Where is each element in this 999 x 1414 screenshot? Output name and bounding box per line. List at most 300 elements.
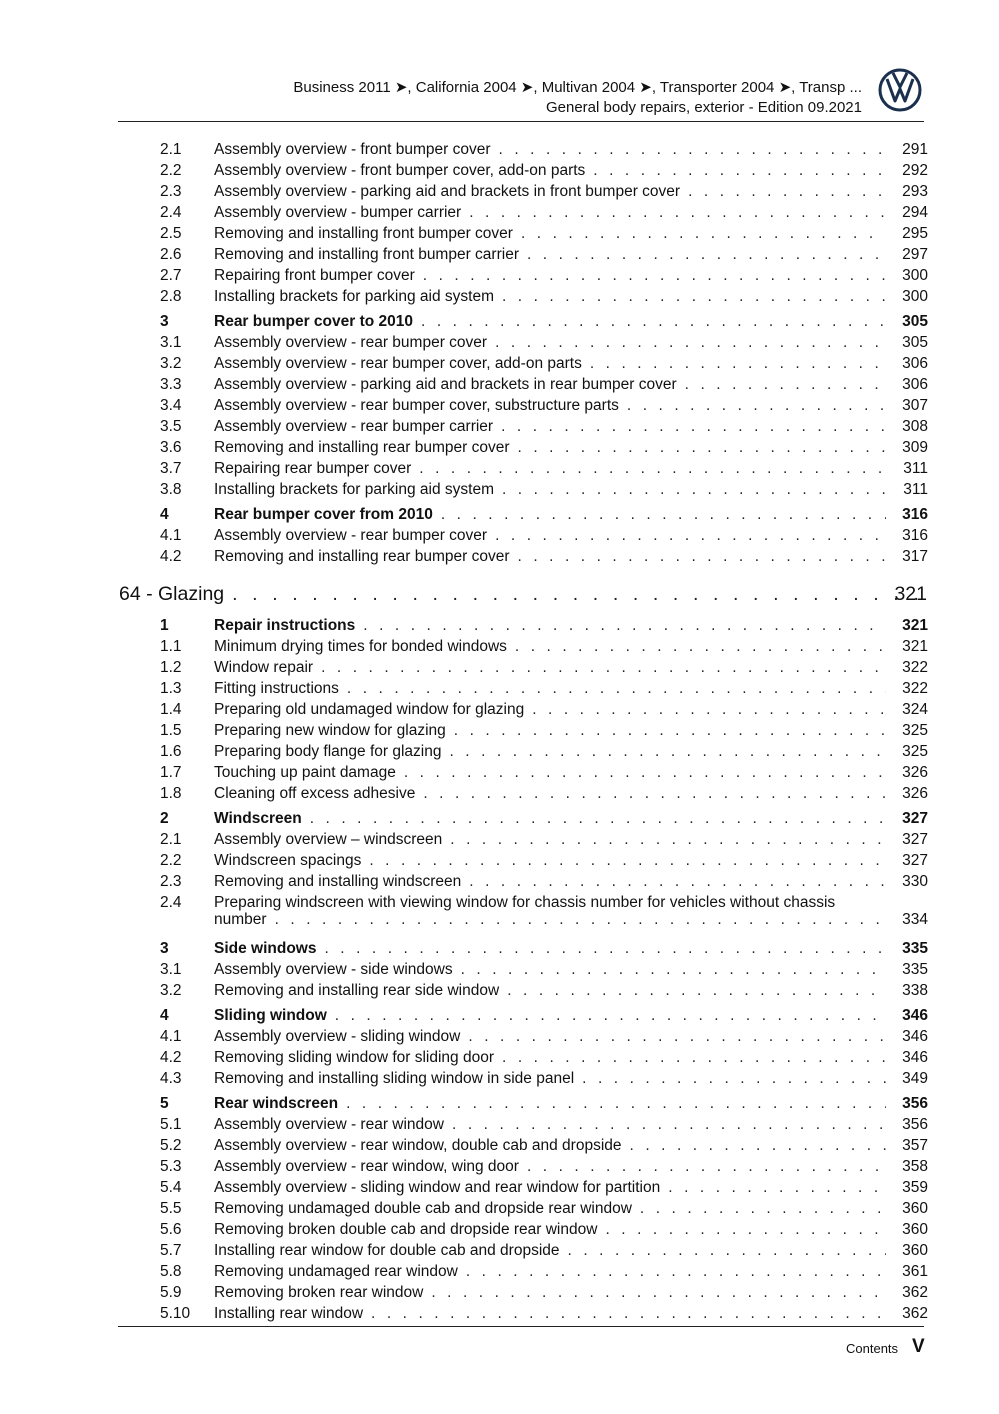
toc-entry-number: 3.3 [160,376,182,393]
toc-entry-page: 360 [902,1221,928,1238]
toc-entry-title: Installing brackets for parking aid system [214,481,494,498]
toc-entry[interactable] [0,871,999,892]
toc-entry[interactable] [0,699,999,720]
toc-entry-number: 2.3 [160,183,182,200]
toc-entry-title-wrap [214,374,886,395]
page-header [120,78,862,118]
dot-leader [518,437,886,458]
toc-entry-title-wrap [214,1156,886,1177]
toc-entry-title-wrap [214,353,886,374]
toc-entry-title-wrap [214,657,886,678]
toc-entry[interactable] [0,525,999,546]
toc-entry[interactable] [0,139,999,160]
toc-entry-title: Removing and installing sliding window in side panel [214,1070,575,1087]
toc-entry-title-wrap [214,1093,886,1114]
dot-leader [640,1198,886,1219]
toc-entry-title: Assembly overview - rear window, wing door [214,1158,519,1175]
toc-entry-number: 2.1 [160,141,182,158]
toc-entry-title-wrap [214,808,886,829]
toc-entry-page: 309 [902,439,928,456]
toc-entry-number: 3.6 [160,439,182,456]
toc-entry-title-wrap [214,741,886,762]
dot-leader [321,657,886,678]
toc-entry-number: 3 [160,313,169,330]
dot-leader [515,636,886,657]
dot-leader [605,1219,886,1240]
toc-entry[interactable] [0,1177,999,1198]
toc-entry-number: 5.4 [160,1179,182,1196]
toc-entry-title-wrap [214,1177,886,1198]
toc-entry[interactable] [0,1135,999,1156]
dot-leader [685,374,886,395]
dot-leader [507,980,886,1001]
dot-leader [688,181,886,202]
toc-entry-page: 362 [902,1305,928,1322]
toc-chapter-title: 64 - Glazing [119,583,225,605]
dot-leader [404,762,886,783]
toc-entry-title: Windscreen [214,810,302,827]
toc-entry-page: 311 [903,481,928,498]
toc-entry-number: 3.8 [160,481,182,498]
dot-leader [369,850,886,871]
toc-entry-title: Assembly overview - parking aid and brackets in rear bumper cover [214,376,677,393]
toc-entry-page: 317 [902,548,928,565]
header-line-1: Business 2011 ➤, California 2004 ➤, Multivan 2004 ➤, Transporter 2004 ➤, Transp ... [293,79,862,96]
toc-entry-number: 3.4 [160,397,182,414]
toc-entry-title: Rear bumper cover to 2010 [214,313,414,330]
toc-section-heading[interactable] [0,808,999,829]
toc-entry-number: 5.1 [160,1116,182,1133]
toc-entry[interactable] [0,850,999,871]
toc-entry-page: 316 [902,506,928,523]
toc-section-heading[interactable] [0,1005,999,1026]
toc-entry-page: 291 [902,141,928,158]
toc-entry-page: 327 [902,852,928,869]
toc-section-heading[interactable] [0,504,999,525]
toc-entry-title-wrap [214,332,886,353]
toc-entry-title-wrap [214,1303,886,1324]
toc-entry-title: Assembly overview - rear window, double cab and dropside [214,1137,622,1154]
toc-entry-page: 356 [902,1116,928,1133]
toc-entry[interactable] [0,892,999,930]
dot-leader [423,783,886,804]
dot-leader [593,160,886,181]
toc-entry[interactable] [0,1156,999,1177]
toc-section-heading[interactable] [0,1093,999,1114]
toc-entry-number: 4 [160,506,169,523]
toc-entry[interactable] [0,395,999,416]
toc-entry-title: Repairing front bumper cover [214,267,415,284]
toc-entry-title-line1: Preparing windscreen with viewing window for chassis number for vehicles without chassis [214,894,836,911]
toc-entry-title: Touching up paint damage [214,764,396,781]
toc-entry[interactable] [0,783,999,804]
toc-entry-page: 330 [902,873,928,890]
toc-entry-number: 5.9 [160,1284,182,1301]
toc-entry-number: 5.5 [160,1200,182,1217]
toc-entry-page: 294 [902,204,928,221]
toc-entry-page: 360 [902,1242,928,1259]
dot-leader [449,741,886,762]
toc-entry-title-wrap [214,783,886,804]
toc-entry-title: Assembly overview – windscreen [214,831,443,848]
toc-entry-title: Cleaning off excess adhesive [214,785,416,802]
toc-entry-title: Window repair [214,659,314,676]
toc-entry[interactable] [0,286,999,307]
toc-entry[interactable] [0,223,999,244]
toc-entry-page: 325 [902,743,928,760]
toc-entry-title: Removing and installing front bumper cover [214,225,513,242]
toc-chapter-page: 321 [894,583,927,605]
dot-leader [441,504,886,525]
toc-entry[interactable] [0,1047,999,1068]
toc-entry-number: 2.2 [160,852,182,869]
toc-entry-page: 346 [902,1028,928,1045]
dot-leader [324,938,886,959]
toc-entry[interactable] [0,202,999,223]
toc-entry[interactable] [0,741,999,762]
toc-entry-page: 360 [902,1200,928,1217]
toc-entry-title: Assembly overview - bumper carrier [214,204,462,221]
toc-entry-title: Repair instructions [214,617,356,634]
toc-entry-title-wrap [214,311,886,332]
toc-entry-page: 356 [902,1095,928,1112]
toc-entry[interactable] [0,1303,999,1324]
toc-entry[interactable] [0,1282,999,1303]
toc-entry-page: 300 [902,288,928,305]
toc-entry-number: 1.7 [160,764,182,781]
toc-entry-number: 2.1 [160,831,182,848]
toc-entry-title-wrap [214,546,886,567]
toc-entry[interactable] [0,265,999,286]
toc-entry-title: Removing broken double cab and dropside rear window [214,1221,598,1238]
toc-entry-title: Preparing body flange for glazing [214,743,442,760]
footer-page-number: V [912,1336,925,1357]
dot-leader [335,1005,886,1026]
toc-entry-title: Removing undamaged double cab and dropside rear window [214,1200,632,1217]
toc-entry-page: 321 [902,617,928,634]
toc-entry-title-wrap [214,720,886,741]
toc-entry[interactable] [0,1240,999,1261]
toc-entry-title: Removing undamaged rear window [214,1263,458,1280]
toc-entry-number: 2.3 [160,873,182,890]
dot-leader [532,699,886,720]
toc-entry-number: 5.3 [160,1158,182,1175]
toc-entry-page: 321 [902,638,928,655]
toc-entry-title-wrap [214,1114,886,1135]
toc-entry-number: 1.5 [160,722,182,739]
toc-entry-title-wrap [214,762,886,783]
toc-entry-number: 1.2 [160,659,182,676]
toc-entry-number: 1.3 [160,680,182,697]
toc-entry-page: 305 [902,334,928,351]
toc-entry-title-wrap [214,1198,886,1219]
dot-leader [347,678,886,699]
toc-entry-title: Assembly overview - rear bumper cover [214,527,488,544]
toc-entry-title: Preparing new window for glazing [214,722,446,739]
dot-leader [527,244,886,265]
toc-entry-page: 327 [902,810,928,827]
toc-entry-page: 362 [902,1284,928,1301]
toc-entry-page: 293 [902,183,928,200]
toc-entry[interactable] [0,332,999,353]
toc-entry[interactable] [0,829,999,850]
toc-entry-title: Assembly overview - rear bumper cover, substructure parts [214,397,619,414]
toc-entry[interactable] [0,437,999,458]
toc-entry-title-wrap [214,223,886,244]
toc-entry-title: Assembly overview - rear bumper carrier [214,418,494,435]
toc-entry-number: 5.7 [160,1242,182,1259]
toc-entry-title: Assembly overview - rear bumper cover, add-on parts [214,355,582,372]
toc-entry-title-wrap [119,581,927,607]
toc-entry-title-wrap [214,1240,886,1261]
toc-entry-title-wrap [214,1261,886,1282]
dot-leader [469,871,886,892]
toc-entry-page: 306 [902,355,928,372]
toc-entry-title: Removing and installing rear side window [214,982,500,999]
toc-section-heading[interactable] [0,938,999,959]
toc-entry[interactable] [0,762,999,783]
dot-leader [423,265,886,286]
toc-entry-page: 346 [902,1007,928,1024]
toc-entry-title: Repairing rear bumper cover [214,460,412,477]
toc-entry-title-wrap [214,525,886,546]
toc-entry-title-wrap [214,1282,886,1303]
toc-entry-title: Assembly overview - rear bumper cover [214,334,488,351]
header-line-2: General body repairs, exterior - Edition 09.2021 [545,99,862,116]
toc-entry-title-wrap [214,202,886,223]
toc-entry-title: Rear bumper cover from 2010 [214,506,433,523]
toc-entry-title-wrap [214,615,886,636]
toc-entry-page: 335 [902,940,928,957]
toc-entry-number: 4.2 [160,548,182,565]
toc-entry-title-wrap [214,1068,886,1089]
dot-leader [668,1177,886,1198]
toc-entry[interactable] [0,678,999,699]
toc-entry-title-wrap [214,980,886,1001]
dot-leader [495,332,886,353]
toc-entry-page: 327 [902,831,928,848]
toc-entry-number: 1.1 [160,638,182,655]
toc-entry-page: 338 [902,982,928,999]
toc-entry-title: number [214,911,267,928]
dot-leader [527,1156,886,1177]
footer-section-label: Contents [846,1341,899,1356]
toc-entry-title: Removing broken rear window [214,1284,424,1301]
toc-section-heading[interactable] [0,615,999,636]
toc-entry-number: 4.3 [160,1070,182,1087]
toc-entry-number: 5.2 [160,1137,182,1154]
toc-entry-number: 1.4 [160,701,182,718]
toc-entry-number: 2.4 [160,204,182,221]
dot-leader [468,1026,886,1047]
dot-leader [469,202,886,223]
toc-entry[interactable] [0,244,999,265]
toc-entry-page: 349 [902,1070,928,1087]
toc-entry[interactable] [0,479,999,500]
toc-entry-title-wrap [214,437,886,458]
header-divider [118,121,924,122]
dot-leader [501,416,886,437]
toc-entry-number: 4.2 [160,1049,182,1066]
toc-entry-number: 1.8 [160,785,182,802]
dot-leader [310,808,886,829]
toc-entry-title: Removing and installing front bumper carrier [214,246,519,263]
dot-leader [502,479,886,500]
toc-entry-number: 1 [160,617,169,634]
dot-leader [499,139,886,160]
toc-entry-title-wrap [214,1219,886,1240]
toc-entry-title-wrap [214,636,886,657]
toc-entry-page: 325 [902,722,928,739]
toc-entry[interactable] [0,980,999,1001]
dot-leader [421,311,886,332]
toc-entry-title-wrap [214,938,886,959]
toc-entry[interactable] [0,720,999,741]
toc-entry[interactable] [0,959,999,980]
toc-entry-title: Installing rear window for double cab and dropside [214,1242,560,1259]
toc-entry-title-wrap [214,1005,886,1026]
dot-leader [521,223,886,244]
toc-entry[interactable] [0,1068,999,1089]
toc-entry-title: Rear windscreen [214,1095,339,1112]
toc-entry-title-wrap [214,1026,886,1047]
toc-entry[interactable] [0,353,999,374]
toc-entry-number: 3 [160,940,169,957]
toc-entry[interactable] [0,657,999,678]
toc-entry-page: 308 [902,418,928,435]
toc-entry-page: 326 [902,785,928,802]
toc-entry-title-wrap [214,479,886,500]
toc-entry-title-wrap [214,181,886,202]
toc-entry-page: 359 [902,1179,928,1196]
toc-entry-title: Assembly overview - front bumper cover [214,141,491,158]
toc-entry-page: 357 [902,1137,928,1154]
toc-entry-number: 3.7 [160,460,182,477]
toc-entry-title: Assembly overview - side windows [214,961,453,978]
toc-entry-title: Fitting instructions [214,680,339,697]
dot-leader [232,581,927,607]
toc-entry-title-wrap [214,504,886,525]
toc-entry-title: Installing rear window [214,1305,364,1322]
toc-entry-number: 2.6 [160,246,182,263]
toc-entry[interactable] [0,160,999,181]
toc-entry-number: 4 [160,1007,169,1024]
toc-entry-page: 361 [902,1263,928,1280]
toc-entry[interactable] [0,181,999,202]
toc-entry-title: Preparing old undamaged window for glazing [214,701,525,718]
toc-entry-page: 311 [903,460,928,477]
toc-entry-number: 2.2 [160,162,182,179]
toc-entry-number: 5.10 [160,1305,191,1322]
toc-entry-title: Assembly overview - sliding window [214,1028,461,1045]
toc-entry-title-wrap [214,160,886,181]
dot-leader [461,959,886,980]
toc-entry-page: 358 [902,1158,928,1175]
toc-entry-title: Installing brackets for parking aid system [214,288,494,305]
toc-entry[interactable] [0,1261,999,1282]
toc-entry-title-wrap [214,139,886,160]
toc-entry-title-wrap [214,699,886,720]
dot-leader [590,353,886,374]
dot-leader [431,1282,886,1303]
toc-entry[interactable] [0,458,999,479]
toc-entry-title-wrap [214,416,886,437]
toc-entry-title: Removing and installing rear bumper cover [214,548,510,565]
toc-entry-page: 306 [902,376,928,393]
toc-entry-number: 2.8 [160,288,182,305]
toc-entry-title-wrap [214,265,886,286]
dot-leader [450,829,886,850]
toc-entry-number: 5.6 [160,1221,182,1238]
toc-entry-title-wrap [214,850,886,871]
toc-entry-page: 300 [902,267,928,284]
dot-leader [627,395,886,416]
toc-entry-page: 297 [902,246,928,263]
toc-entry-page: 305 [902,313,928,330]
toc-entry-page: 334 [902,911,928,928]
dot-leader [466,1261,886,1282]
toc-entry-title-wrap [214,678,886,699]
toc-entry-title-wrap [214,244,886,265]
dot-leader [363,615,886,636]
vw-logo-icon [878,68,922,112]
toc-entry-title-wrap [214,959,886,980]
toc-entry[interactable] [0,416,999,437]
toc-entry-title: Removing and installing windscreen [214,873,462,890]
toc-entry-title-wrap [214,909,886,930]
toc-entry-title: Assembly overview - sliding window and rear window for partition [214,1179,661,1196]
dot-leader [518,546,886,567]
toc-entry-number: 2.4 [160,894,182,911]
toc-chapter-heading[interactable] [119,581,927,607]
dot-leader [419,458,886,479]
toc-entry-title-wrap [214,395,886,416]
dot-leader [582,1068,886,1089]
dot-leader [452,1114,886,1135]
toc-entry[interactable] [0,1114,999,1135]
toc-entry[interactable] [0,1198,999,1219]
toc-entry-title: Windscreen spacings [214,852,362,869]
toc-entry-title-wrap [214,829,886,850]
toc-entry[interactable] [0,636,999,657]
toc-entry-number: 5 [160,1095,169,1112]
toc-entry-number: 3.1 [160,334,182,351]
toc-entry-number: 3.1 [160,961,182,978]
dot-leader [495,525,886,546]
toc-entry-title: Assembly overview - parking aid and brackets in front bumper cover [214,183,681,200]
toc-entry-title-wrap [214,458,886,479]
toc-entry-title-wrap [214,1135,886,1156]
toc-entry[interactable] [0,1219,999,1240]
toc-entry-page: 316 [902,527,928,544]
toc-entry-title-wrap [214,871,886,892]
toc-entry[interactable] [0,1026,999,1047]
dot-leader [371,1303,886,1324]
toc-entry[interactable] [0,374,999,395]
dot-leader [630,1135,886,1156]
toc-entry-number: 2.7 [160,267,182,284]
toc-entry-number: 2.5 [160,225,182,242]
toc-entry-number: 4.1 [160,527,182,544]
dot-leader [502,286,886,307]
toc-entry-page: 322 [902,659,928,676]
toc-entry-title: Assembly overview - front bumper cover, add-on parts [214,162,586,179]
toc-entry-page: 335 [902,961,928,978]
toc-section-heading[interactable] [0,311,999,332]
toc-entry-page: 322 [902,680,928,697]
toc-entry[interactable] [0,546,999,567]
toc-entry-number: 1.6 [160,743,182,760]
